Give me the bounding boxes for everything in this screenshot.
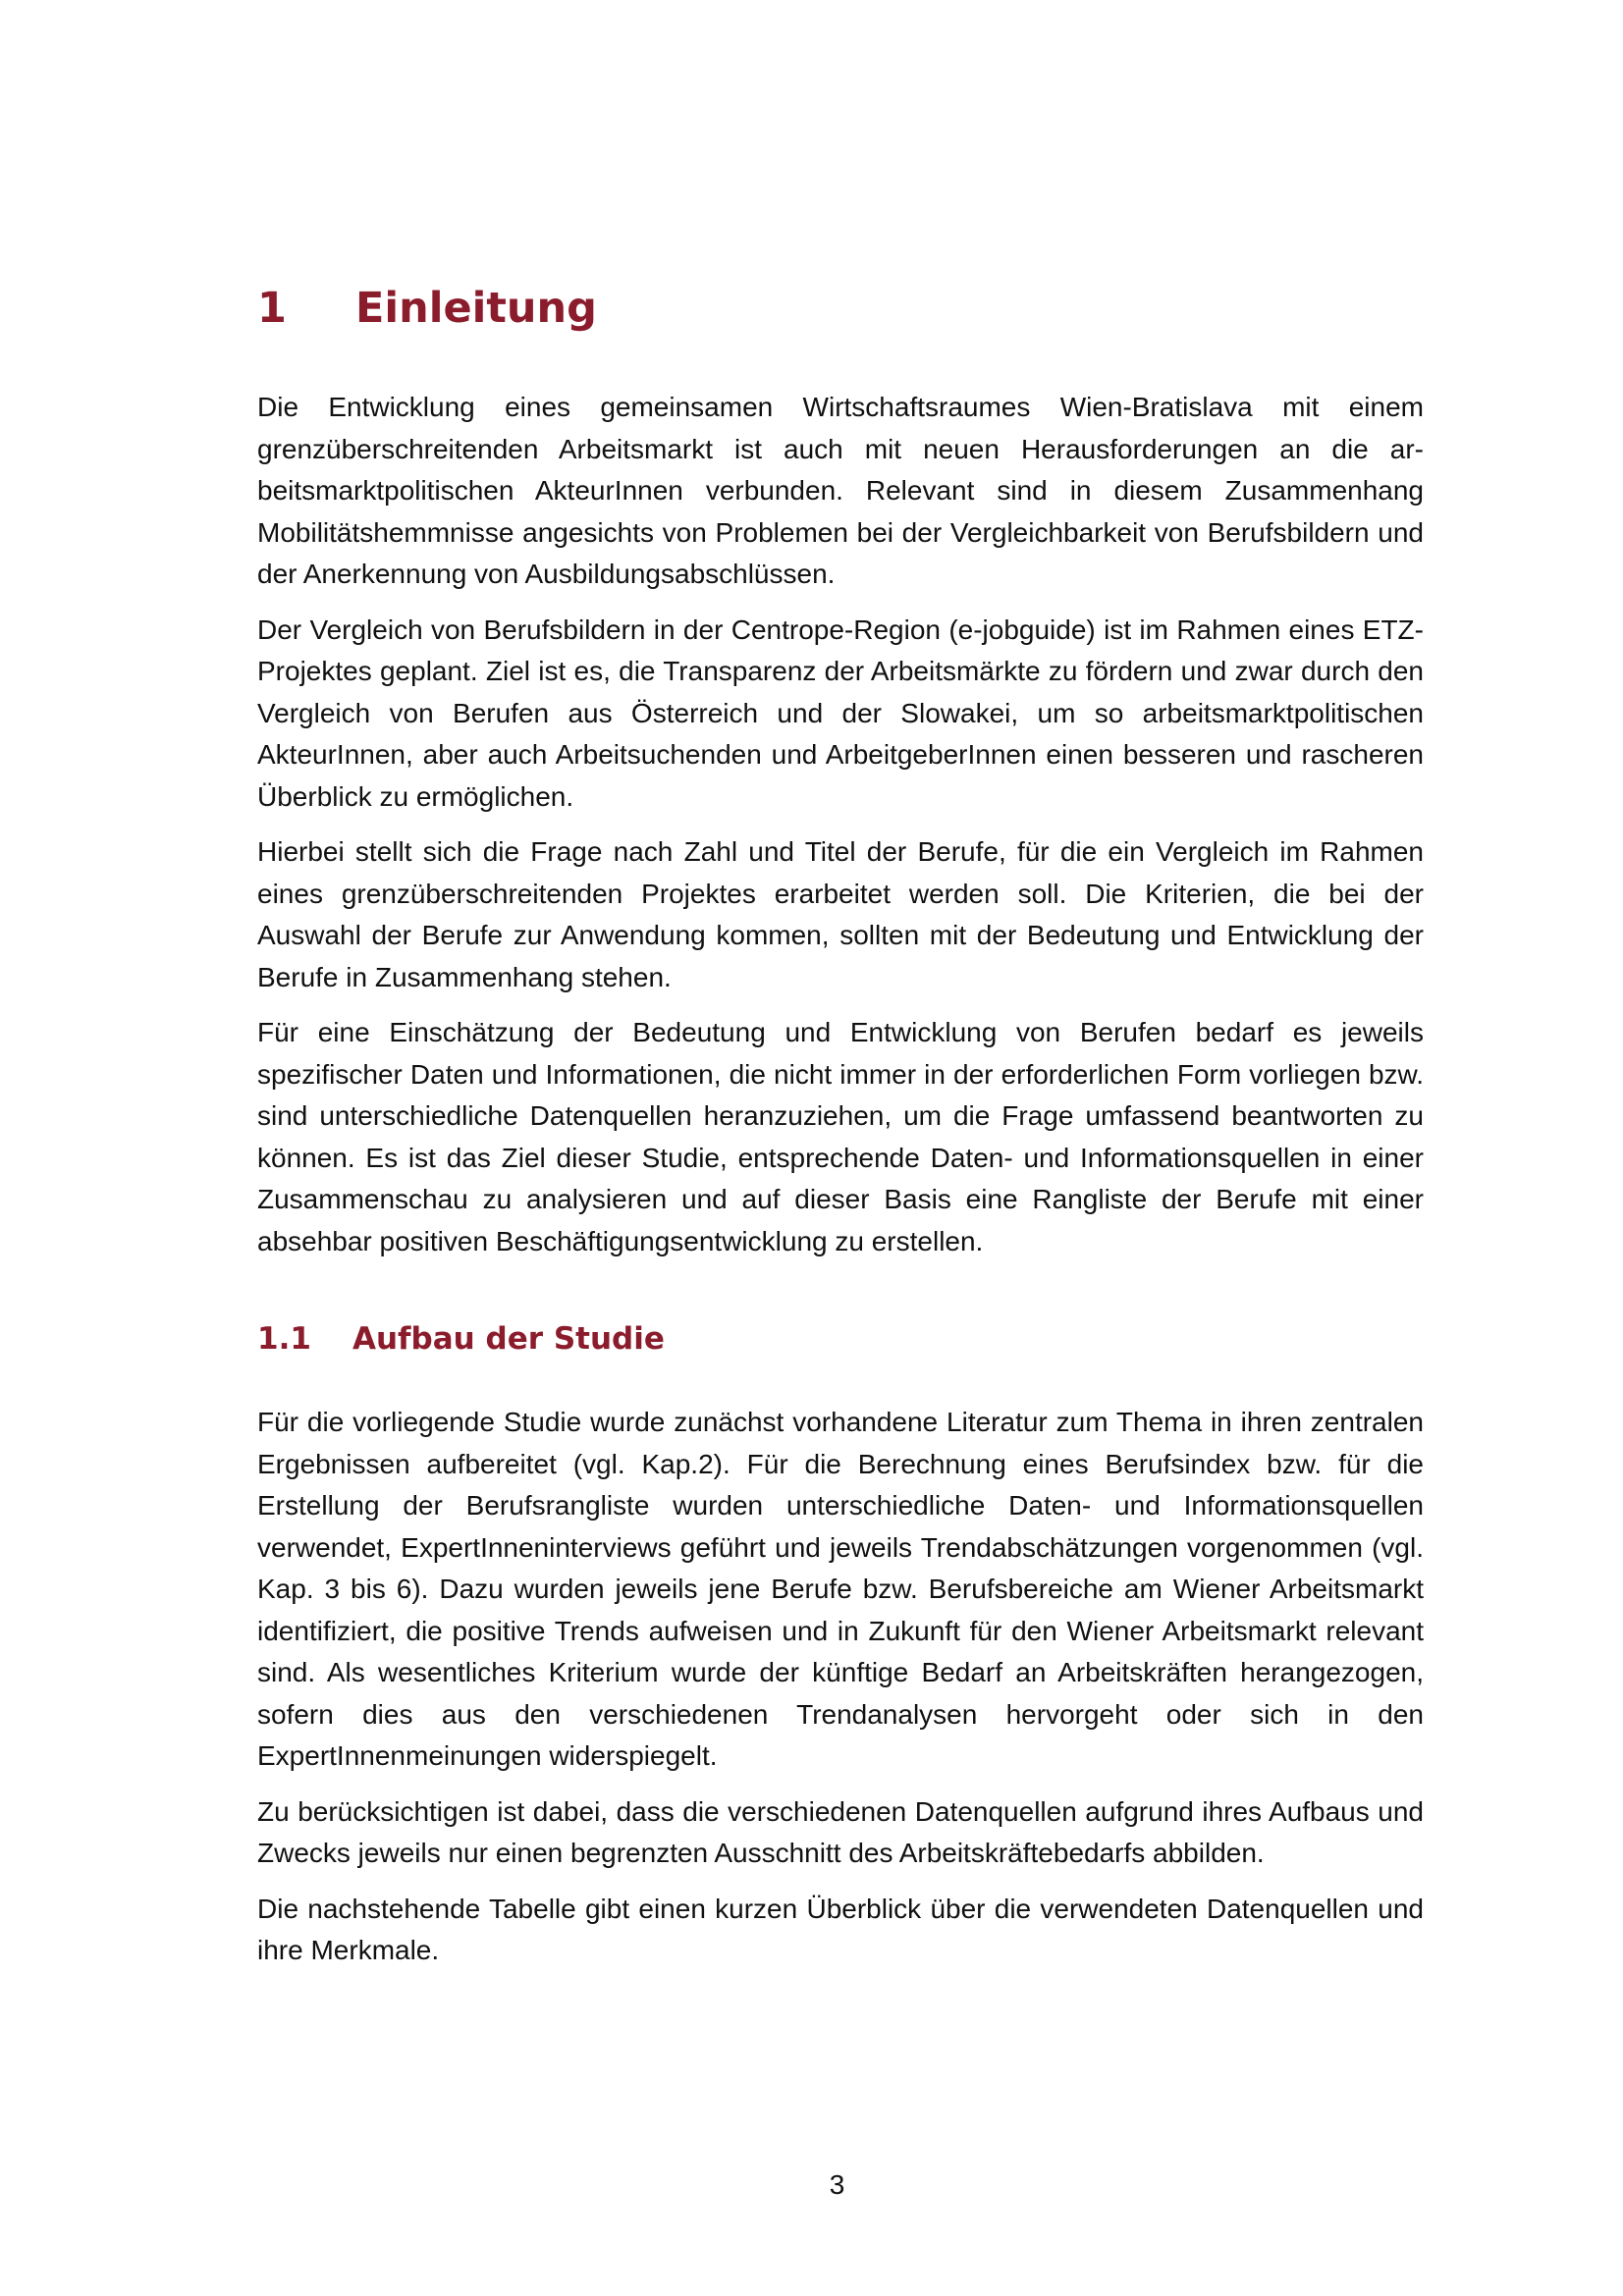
section-title: Aufbau der Studie <box>352 1321 665 1357</box>
chapter-title: Einleitung <box>355 284 597 333</box>
chapter-paragraph-4: Für eine Einschätzung der Bedeutung und Entwicklung von Berufen bedarf es jeweils spezifischer Daten und Informationen, die nicht immer in der erforderlichen Form vorliegen bzw. sind unterschiedliche Datenquellen heranzuziehen, um die Frage umfassend beantworten zu können. Es ist das Ziel dieser Studie, entsprechende Daten- und Informationsquellen in einer Zusammenschau zu analysieren und auf dieser Basis eine Rangliste der Berufe mit einer absehbar positiven Beschäftigungsentwicklung zu erstellen. <box>257 1017 1424 1256</box>
section-paragraph-1: Für die vorliegende Studie wurde zunächst vorhandene Literatur zum Thema in ihren zentralen Ergebnissen aufbereitet (vgl. Kap.2). Für die Berechnung eines Berufsindex bzw. für die Erstellung der Berufsrangliste wurden unterschiedliche Daten- und Informationsquellen verwendet, ExpertInneninterviews geführt und jeweils Trendabschätzungen vorgenommen (vgl. Kap. 3 bis 6). Dazu wurden jeweils jene Berufe bzw. Berufsbereiche am Wiener Arbeitsmarkt identifiziert, die positive Trends aufweisen und in Zukunft für den Wiener Arbeitsmarkt relevant sind. Als wesentliches Kriterium wurde der künftige Bedarf an Arbeitskräften herangezogen, sofern dies aus den verschiedenen Trendanalysen hervorgeht oder sich in den ExpertInnenmeinungen widerspiegelt. <box>257 1407 1424 1771</box>
section-paragraph-3: Die nachstehende Tabelle gibt einen kurzen Überblick über die verwendeten Datenquellen und ihre Merkmale. <box>257 1893 1424 1965</box>
section-number: 1.1 <box>257 1321 311 1357</box>
page-content <box>257 281 1424 1986</box>
chapter-heading <box>257 281 1424 336</box>
chapter-paragraph-1: Die Entwicklung eines gemeinsamen Wirtschaftsraumes Wien-Bratislava mit einem grenzüberschreitenden Arbeitsmarkt ist auch mit neuen Herausforderungen an die arbeitsmarktpolitischen AkteurInnen verbunden. Relevant sind in diesem Zusammenhang Mobilitätshemmnisse angesichts von Problemen bei der Vergleichbarkeit von Berufsbildern und der Anerkennung von Ausbildungsabschlüssen. <box>257 392 1424 589</box>
section-aufbau <box>257 1317 1424 1972</box>
chapter-paragraph-2: Der Vergleich von Berufsbildern in der Centrope-Region (e-jobguide) ist im Rahmen eines ETZ-Projektes geplant. Ziel ist es, die Transparenz der Arbeitsmärkte zu fördern und zwar durch den Vergleich von Berufen aus Österreich und der Slowakei, um so arbeitsmarktpolitischen AkteurInnen, aber auch Arbeitsuchenden und ArbeitgeberInnen einen besseren und rascheren Überblick zu ermöglichen. <box>257 614 1424 812</box>
chapter-number: 1 <box>257 284 287 333</box>
page-number: 3 <box>829 2169 845 2200</box>
chapter-paragraph-3: Hierbei stellt sich die Frage nach Zahl und Titel der Berufe, für die ein Vergleich im Rahmen eines grenzüberschreitenden Projektes erarbeitet werden soll. Die Kriterien, die bei der Auswahl der Berufe zur Anwendung kommen, sollten mit der Bedeutung und Entwicklung der Berufe in Zusammenhang stehen. <box>257 836 1424 992</box>
section-heading <box>257 1317 1424 1361</box>
section-paragraph-2: Zu berücksichtigen ist dabei, dass die verschiedenen Datenquellen aufgrund ihres Aufbaus und Zwecks jeweils nur einen begrenzten Ausschnitt des Arbeitskräftebedarfs abbilden. <box>257 1795 1424 1868</box>
